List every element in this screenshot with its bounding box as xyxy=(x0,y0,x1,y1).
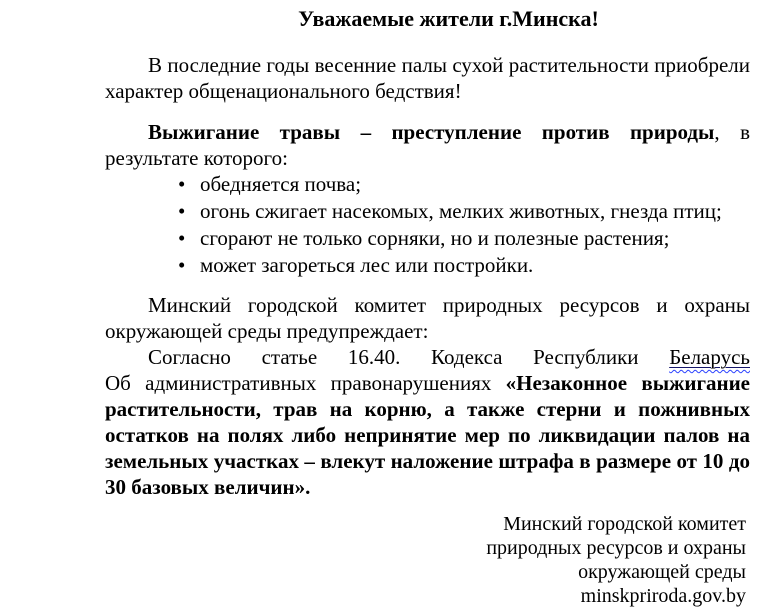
committee-warning-paragraph: Минский городской комитет природных ресурсов и охраны окружающей среды предупреждает: xyxy=(105,293,750,343)
page-title: Уважаемые жители г.Минска! xyxy=(298,6,599,31)
law-underlined-word xyxy=(669,345,750,369)
consequences-list xyxy=(105,171,750,279)
signature-line: окружающей среды xyxy=(578,561,746,583)
law-prefix-text: Согласно статье 16.40. Кодекса Республики xyxy=(148,345,670,369)
intro-paragraph: В последние годы весенние палы сухой растительности приобрели характер общенационального бедствия! xyxy=(105,53,750,103)
bullet-icon: • xyxy=(178,226,186,250)
list-item xyxy=(178,225,750,252)
list-item xyxy=(178,171,750,198)
list-item xyxy=(178,252,750,279)
signature-block xyxy=(105,512,750,608)
law-paragraph xyxy=(105,344,750,500)
law-bold-quote: «Незаконное выжигание растительности, трав на корню, а также стерни и пожнивных остатков на полях либо непринятие мер по ликвидации палов на земельных участках – влекут наложение штрафа в размере от 10 до 30 базовых величин». xyxy=(105,371,750,499)
law-mid-text: Об административных правонарушениях xyxy=(105,371,506,395)
signature-website: minskpriroda.gov.by xyxy=(580,585,746,607)
bullet-icon: • xyxy=(178,253,186,277)
warning-rest-text: , в результате которого: xyxy=(105,120,750,170)
list-item-text: огонь сжигает насекомых, мелких животных, гнезда птиц; xyxy=(200,199,722,223)
warning-paragraph xyxy=(105,119,750,171)
bullet-icon: • xyxy=(178,199,186,223)
list-item xyxy=(178,198,750,225)
grammar-check-underline: Беларусь xyxy=(669,345,750,369)
signature-line: Минский городской комитет xyxy=(503,513,746,535)
list-item-text: сгорают не только сорняки, но и полезные растения; xyxy=(200,226,670,250)
list-item-text: обедняется почва; xyxy=(200,172,362,196)
bullet-icon: • xyxy=(178,172,186,196)
warning-bold-text: Выжигание травы – преступление против природы xyxy=(148,120,715,144)
signature-line: природных ресурсов и охраны xyxy=(486,537,746,559)
list-item-text: может загореться лес или постройки. xyxy=(200,253,534,277)
